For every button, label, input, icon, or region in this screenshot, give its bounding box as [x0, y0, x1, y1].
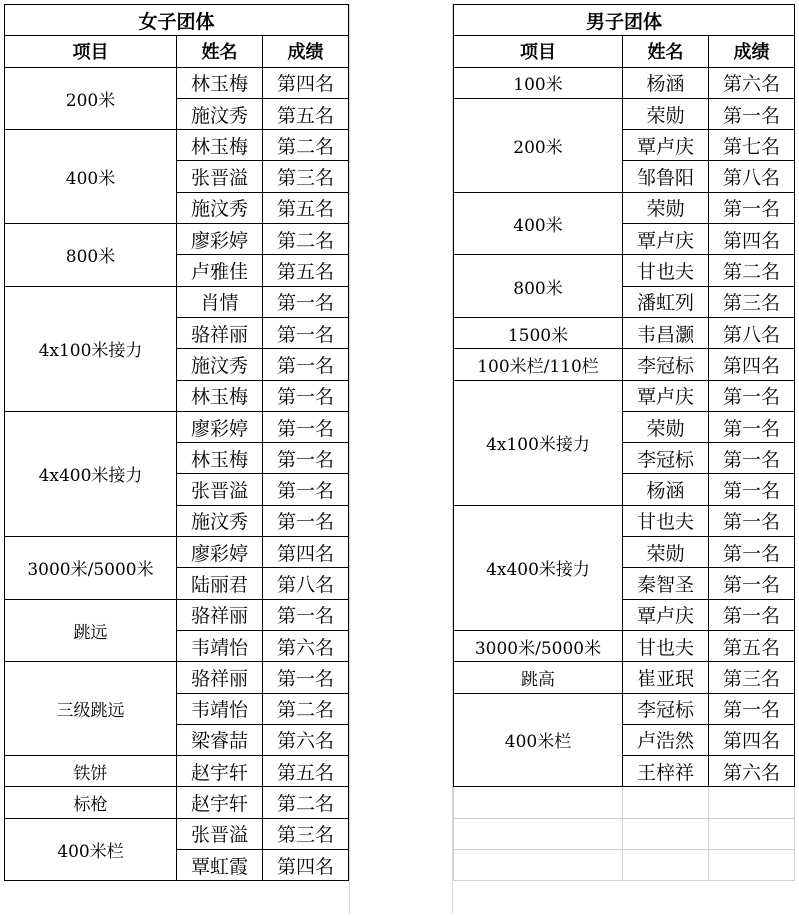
athlete-name-cell: 韦昌灏	[623, 317, 709, 348]
athlete-name-cell: 秦智圣	[623, 568, 709, 599]
result-cell: 第一名	[263, 599, 349, 630]
athlete-name-cell: 肖情	[177, 286, 263, 317]
table-row	[5, 286, 349, 317]
men-team-table	[453, 4, 795, 881]
event-cell: 跳高	[454, 662, 623, 693]
result-cell: 第二名	[263, 787, 349, 818]
athlete-name-cell: 覃卢庆	[623, 380, 709, 411]
empty-cell	[454, 818, 623, 849]
result-cell: 第八名	[263, 568, 349, 599]
athlete-name-cell: 覃虹霞	[177, 850, 263, 881]
event-cell: 800米	[5, 224, 177, 287]
result-cell: 第一名	[263, 505, 349, 536]
men-event-header: 项目	[454, 36, 623, 67]
athlete-name-cell: 卢浩然	[623, 724, 709, 755]
athlete-name-cell: 施汶秀	[177, 98, 263, 129]
result-cell: 第六名	[709, 756, 795, 787]
result-cell: 第一名	[263, 411, 349, 442]
result-cell: 第二名	[263, 224, 349, 255]
result-cell: 第一名	[709, 98, 795, 129]
event-cell: 400米栏	[5, 818, 177, 881]
table-row	[454, 630, 795, 661]
event-cell: 4x400米接力	[5, 411, 177, 536]
athlete-name-cell: 荣勋	[623, 411, 709, 442]
result-cell: 第六名	[709, 67, 795, 98]
athlete-name-cell: 张晋溢	[177, 474, 263, 505]
event-cell: 标枪	[5, 787, 177, 818]
event-cell: 4x100米接力	[5, 286, 177, 411]
result-cell: 第四名	[709, 724, 795, 755]
table-row	[5, 787, 349, 818]
athlete-name-cell: 张晋溢	[177, 161, 263, 192]
event-cell: 3000米/5000米	[454, 630, 623, 661]
table-row	[5, 599, 349, 630]
result-cell: 第三名	[263, 161, 349, 192]
table-row	[454, 662, 795, 693]
result-cell: 第一名	[709, 505, 795, 536]
result-cell: 第一名	[263, 380, 349, 411]
athlete-name-cell: 陆丽君	[177, 568, 263, 599]
result-cell: 第一名	[709, 411, 795, 442]
result-cell: 第一名	[709, 192, 795, 223]
event-cell: 三级跳远	[5, 662, 177, 756]
result-cell: 第六名	[263, 724, 349, 755]
result-cell: 第三名	[709, 286, 795, 317]
men-team-title: 男子团体	[454, 5, 795, 36]
result-cell: 第五名	[263, 255, 349, 286]
athlete-name-cell: 潘虹列	[623, 286, 709, 317]
event-cell: 100米栏/110栏	[454, 349, 623, 380]
athlete-name-cell: 赵宇轩	[177, 787, 263, 818]
event-cell: 800米	[454, 255, 623, 318]
table-row	[5, 537, 349, 568]
athlete-name-cell: 韦靖怡	[177, 630, 263, 661]
empty-row	[454, 787, 795, 818]
result-cell: 第一名	[709, 693, 795, 724]
result-cell: 第八名	[709, 317, 795, 348]
athlete-name-cell: 赵宇轩	[177, 756, 263, 787]
athlete-name-cell: 甘也夫	[623, 255, 709, 286]
result-cell: 第五名	[263, 192, 349, 223]
table-row	[5, 224, 349, 255]
result-cell: 第五名	[709, 630, 795, 661]
athlete-name-cell: 廖彩婷	[177, 411, 263, 442]
event-cell: 4x400米接力	[454, 505, 623, 630]
table-row	[5, 818, 349, 849]
result-cell: 第一名	[263, 662, 349, 693]
result-cell: 第二名	[263, 693, 349, 724]
result-cell: 第三名	[263, 818, 349, 849]
table-row	[454, 349, 795, 380]
athlete-name-cell: 李冠标	[623, 349, 709, 380]
table-row	[454, 380, 795, 411]
event-cell: 400米栏	[454, 693, 623, 787]
event-cell: 100米	[454, 67, 623, 98]
result-cell: 第四名	[263, 67, 349, 98]
athlete-name-cell: 杨涵	[623, 67, 709, 98]
result-cell: 第四名	[709, 224, 795, 255]
table-row	[5, 756, 349, 787]
result-cell: 第四名	[263, 537, 349, 568]
athlete-name-cell: 廖彩婷	[177, 224, 263, 255]
event-cell: 400米	[5, 130, 177, 224]
result-cell: 第一名	[263, 443, 349, 474]
result-cell: 第六名	[263, 630, 349, 661]
athlete-name-cell: 邹鲁阳	[623, 161, 709, 192]
empty-row	[454, 850, 795, 881]
result-cell: 第一名	[709, 568, 795, 599]
result-cell: 第一名	[709, 443, 795, 474]
athlete-name-cell: 廖彩婷	[177, 537, 263, 568]
result-cell: 第七名	[709, 130, 795, 161]
athlete-name-cell: 甘也夫	[623, 505, 709, 536]
table-row	[454, 317, 795, 348]
empty-cell	[709, 787, 795, 818]
athlete-name-cell: 张晋溢	[177, 818, 263, 849]
result-cell: 第一名	[709, 537, 795, 568]
athlete-name-cell: 施汶秀	[177, 349, 263, 380]
athlete-name-cell: 施汶秀	[177, 505, 263, 536]
event-cell: 跳远	[5, 599, 177, 662]
event-cell: 铁饼	[5, 756, 177, 787]
result-cell: 第一名	[263, 474, 349, 505]
women-name-header: 姓名	[177, 36, 263, 67]
result-cell: 第四名	[709, 349, 795, 380]
athlete-name-cell: 杨涵	[623, 474, 709, 505]
result-cell: 第八名	[709, 161, 795, 192]
athlete-name-cell: 施汶秀	[177, 192, 263, 223]
result-cell: 第一名	[263, 286, 349, 317]
athlete-name-cell: 荣勋	[623, 537, 709, 568]
athlete-name-cell: 林玉梅	[177, 443, 263, 474]
athlete-name-cell: 荣勋	[623, 98, 709, 129]
result-cell: 第一名	[709, 474, 795, 505]
athlete-name-cell: 林玉梅	[177, 130, 263, 161]
empty-cell	[709, 818, 795, 849]
result-cell: 第四名	[263, 850, 349, 881]
result-cell: 第五名	[263, 756, 349, 787]
column-divider	[349, 4, 350, 914]
athlete-name-cell: 李冠标	[623, 693, 709, 724]
table-row	[5, 67, 349, 98]
athlete-name-cell: 骆祥丽	[177, 317, 263, 348]
athlete-name-cell: 韦靖怡	[177, 693, 263, 724]
table-row	[454, 98, 795, 129]
event-cell: 200米	[454, 98, 623, 192]
athlete-name-cell: 李冠标	[623, 443, 709, 474]
athlete-name-cell: 骆祥丽	[177, 599, 263, 630]
result-cell: 第三名	[709, 662, 795, 693]
women-team-table	[4, 4, 349, 881]
athlete-name-cell: 覃卢庆	[623, 599, 709, 630]
event-cell: 400米	[454, 192, 623, 255]
empty-cell	[623, 818, 709, 849]
athlete-name-cell: 林玉梅	[177, 380, 263, 411]
event-cell: 200米	[5, 67, 177, 130]
empty-cell	[454, 850, 623, 881]
table-row	[454, 693, 795, 724]
athlete-name-cell: 梁睿喆	[177, 724, 263, 755]
result-cell: 第一名	[709, 380, 795, 411]
result-cell: 第五名	[263, 98, 349, 129]
women-event-header: 项目	[5, 36, 177, 67]
empty-cell	[709, 850, 795, 881]
women-team-title: 女子团体	[5, 5, 349, 36]
empty-cell	[623, 787, 709, 818]
table-row	[454, 67, 795, 98]
result-cell: 第一名	[709, 599, 795, 630]
athlete-name-cell: 骆祥丽	[177, 662, 263, 693]
result-cell: 第二名	[263, 130, 349, 161]
athlete-name-cell: 覃卢庆	[623, 130, 709, 161]
event-cell: 1500米	[454, 317, 623, 348]
event-cell: 4x100米接力	[454, 380, 623, 505]
athlete-name-cell: 覃卢庆	[623, 224, 709, 255]
athlete-name-cell: 崔亚珉	[623, 662, 709, 693]
table-row	[454, 255, 795, 286]
table-row	[5, 411, 349, 442]
table-row	[454, 505, 795, 536]
table-row	[454, 192, 795, 223]
empty-row	[454, 818, 795, 849]
table-row	[5, 662, 349, 693]
women-result-header: 成绩	[263, 36, 349, 67]
empty-cell	[623, 850, 709, 881]
athlete-name-cell: 荣勋	[623, 192, 709, 223]
men-result-header: 成绩	[709, 36, 795, 67]
athlete-name-cell: 林玉梅	[177, 67, 263, 98]
event-cell: 3000米/5000米	[5, 537, 177, 600]
result-cell: 第二名	[709, 255, 795, 286]
table-row	[5, 130, 349, 161]
athlete-name-cell: 卢雅佳	[177, 255, 263, 286]
men-name-header: 姓名	[623, 36, 709, 67]
athlete-name-cell: 甘也夫	[623, 630, 709, 661]
result-cell: 第一名	[263, 317, 349, 348]
athlete-name-cell: 王梓祥	[623, 756, 709, 787]
result-cell: 第一名	[263, 349, 349, 380]
empty-cell	[454, 787, 623, 818]
